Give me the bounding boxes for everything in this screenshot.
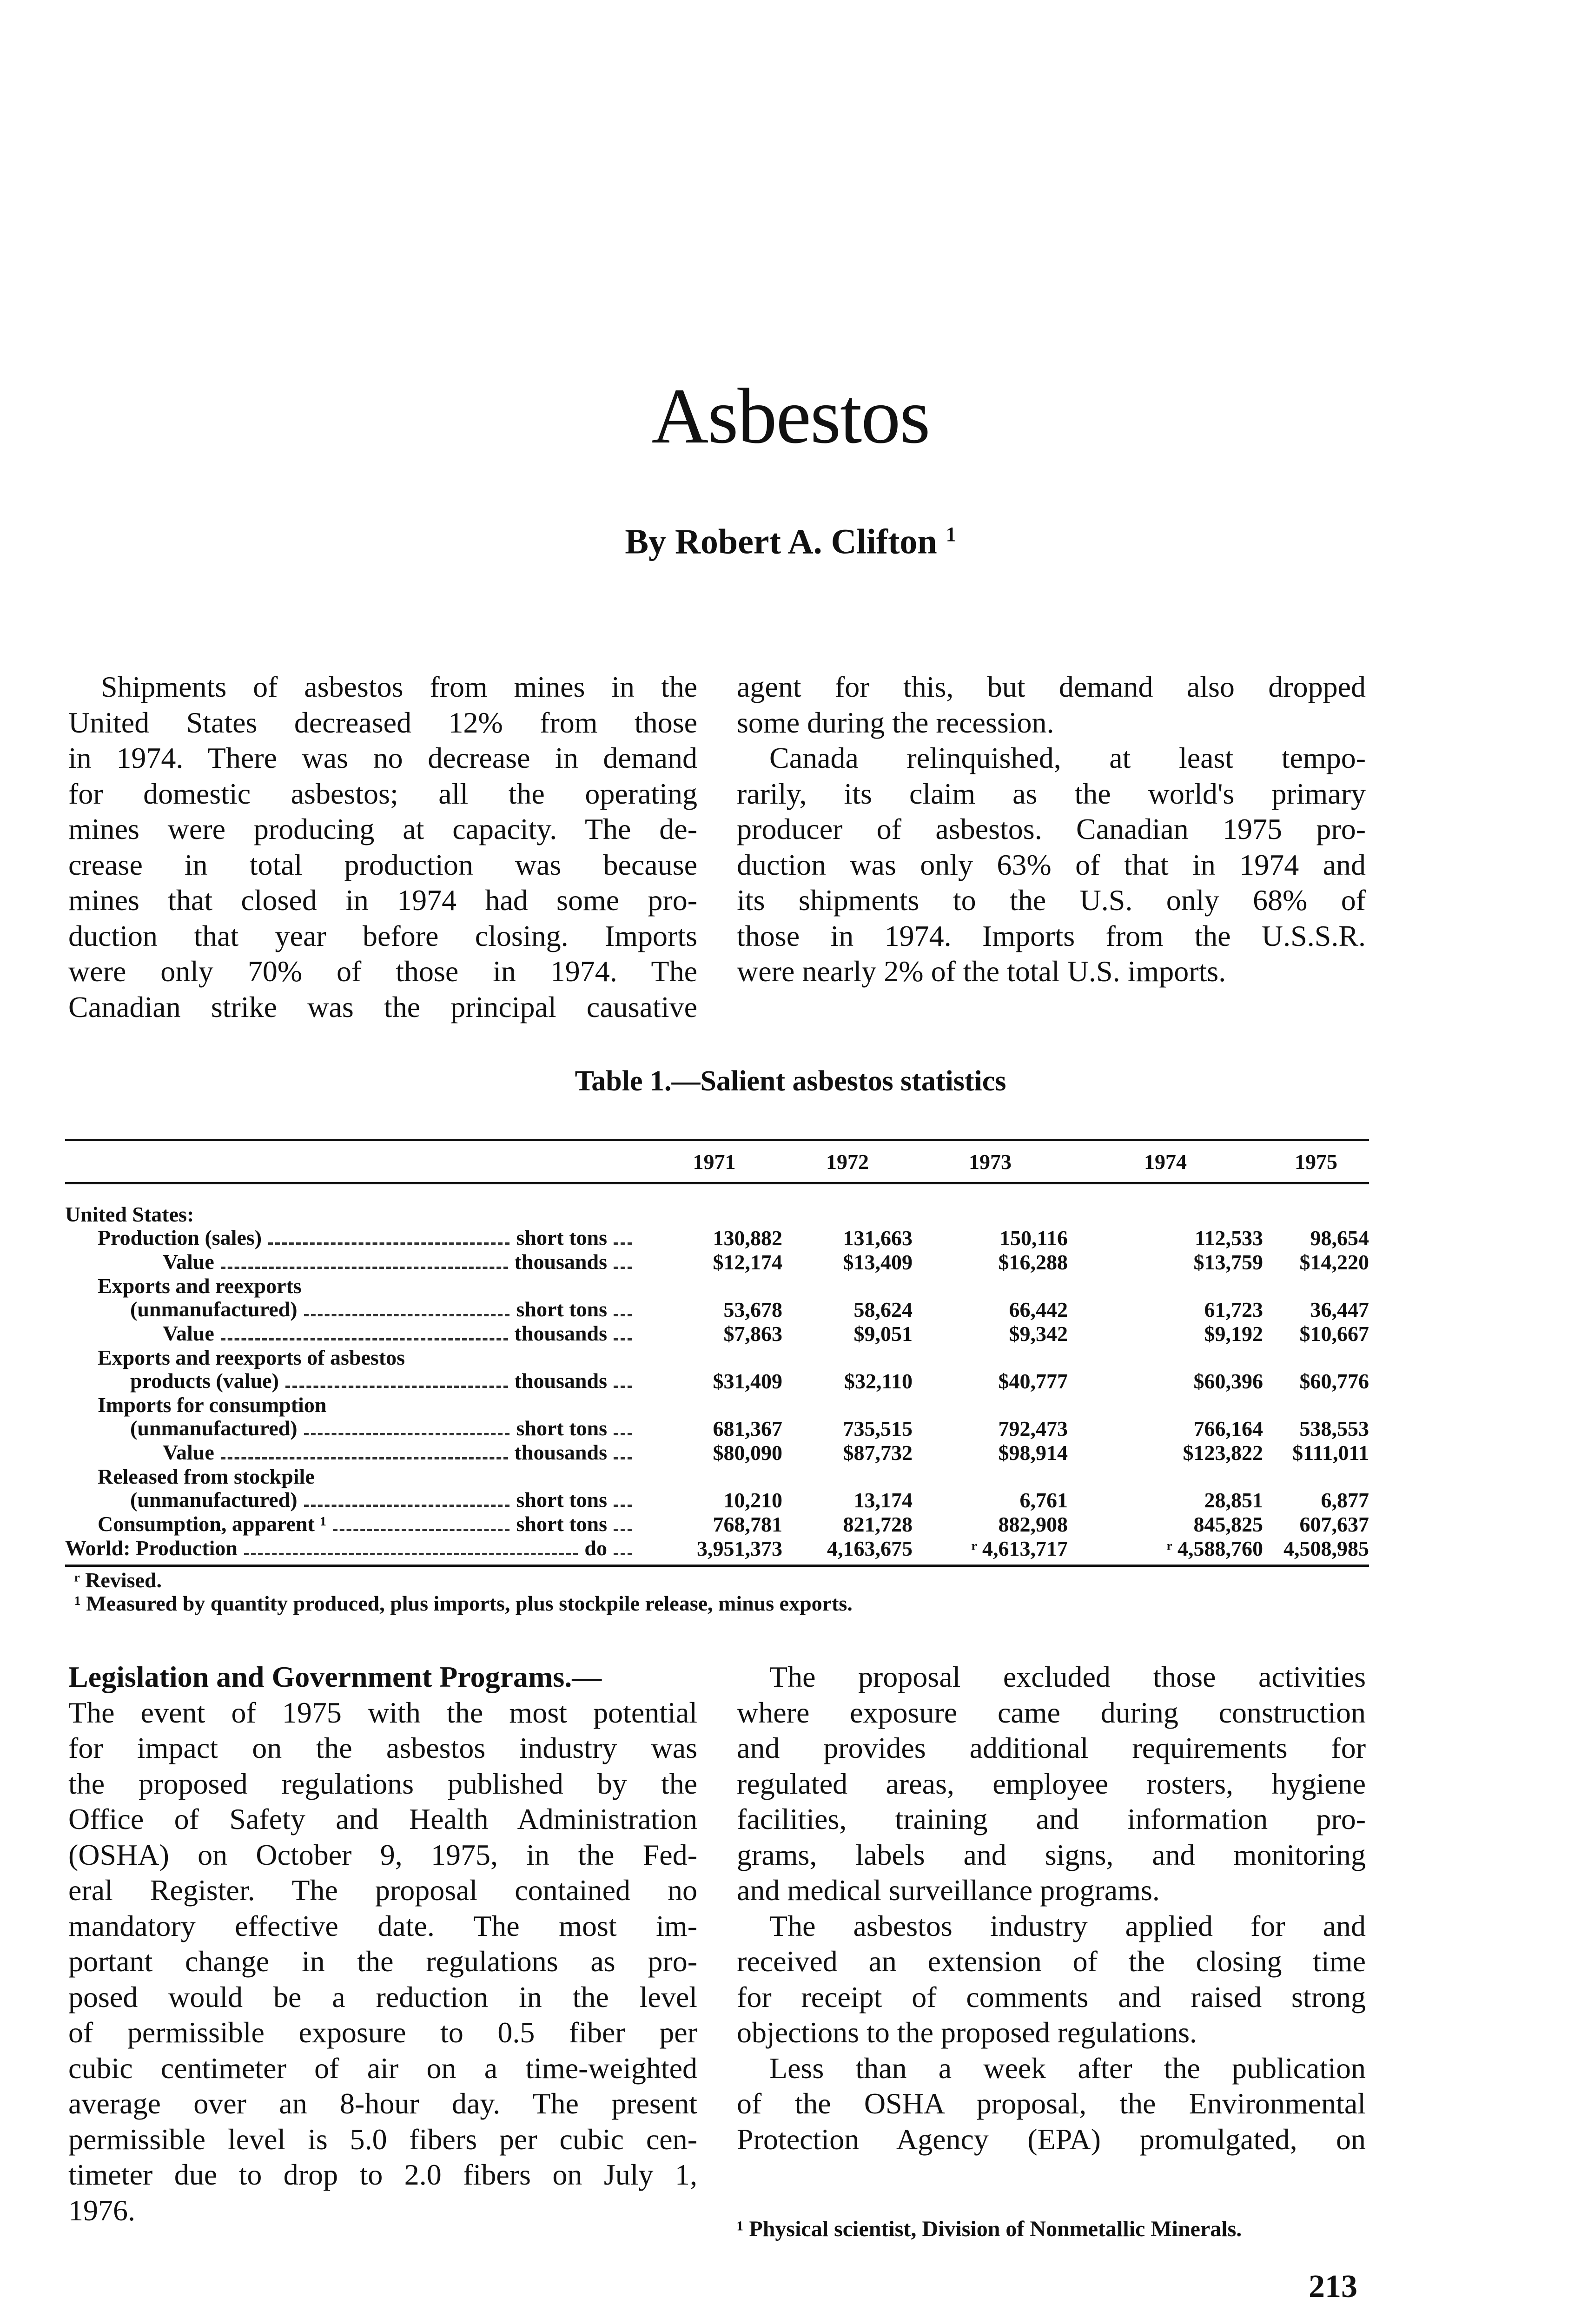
text-line: Less than a week after the publication xyxy=(769,2051,1366,2085)
table-cell: $60,776 xyxy=(1299,1369,1369,1393)
table-cell: $9,051 xyxy=(853,1322,913,1346)
text-line: crease in total production was because xyxy=(68,848,697,881)
text-line: duction was only 63% of that in 1974 and xyxy=(737,848,1366,881)
footnote-marker: 1 xyxy=(946,523,956,546)
text-line: duction that year before closing. Imports xyxy=(68,919,697,952)
table-cell: 792,473 xyxy=(998,1417,1068,1440)
text-line: the proposed regulations published by the xyxy=(68,1767,697,1800)
table-cell xyxy=(1068,1274,1263,1298)
text-line: posed would be a reduction in the level xyxy=(68,1980,697,2014)
text-line: Canadian strike was the principal causative xyxy=(68,990,697,1023)
row-label: Exports and reexports of asbestos xyxy=(98,1346,405,1369)
table-cell xyxy=(1263,1274,1369,1298)
text-line: cubic centimeter of air on a time-weighted xyxy=(68,2051,697,2085)
text-line: regulated areas, employee rosters, hygiene xyxy=(737,1767,1366,1800)
table-cell: 3,951,373 xyxy=(646,1537,782,1566)
table-cell: 882,908 xyxy=(998,1512,1068,1536)
table-title: Table 1.—Salient asbestos statistics xyxy=(575,1065,1006,1097)
table-cell: $13,759 xyxy=(1193,1250,1263,1274)
leader-dots xyxy=(333,1529,509,1531)
table-cell: $40,777 xyxy=(998,1369,1068,1393)
text-line: its shipments to the U.S. only 68% of xyxy=(737,884,1366,917)
table-cell: $32,110 xyxy=(844,1369,913,1393)
table-cell: $87,732 xyxy=(843,1441,913,1465)
text-line: The asbestos industry applied for and xyxy=(769,1909,1366,1942)
text-line: producer of asbestos. Canadian 1975 pro- xyxy=(737,812,1366,845)
table-cell: 112,533 xyxy=(1195,1226,1263,1250)
table-cell xyxy=(1263,1465,1369,1488)
row-unit: short tons xyxy=(516,1416,607,1440)
table-cell: 845,825 xyxy=(1193,1512,1263,1536)
leader-dots xyxy=(614,1457,632,1459)
table-footnote-revised: ʳ Revised. xyxy=(74,1568,162,1592)
table-row xyxy=(65,1441,1369,1465)
table-cell xyxy=(1068,1465,1263,1488)
table-cell xyxy=(646,1346,782,1369)
table-cell: $12,174 xyxy=(713,1250,782,1274)
text-line: facilities, training and information pro- xyxy=(737,1802,1366,1835)
text-line: The proposal excluded those activities xyxy=(769,1660,1366,1693)
table-cell: $60,396 xyxy=(1193,1369,1263,1393)
text-line: objections to the proposed regulations. xyxy=(737,2016,1197,2049)
leader-dots xyxy=(304,1505,510,1507)
table-cell: $13,409 xyxy=(843,1250,913,1274)
leader-dots xyxy=(614,1338,632,1340)
row-label: United States: xyxy=(65,1202,194,1226)
table-row xyxy=(65,1512,1369,1537)
text-line: were only 70% of those in 1974. The xyxy=(68,955,697,988)
table-row xyxy=(65,1417,1369,1441)
table-cell: $31,409 xyxy=(713,1369,782,1393)
table-row xyxy=(65,1322,1369,1346)
table-cell xyxy=(1263,1393,1369,1417)
table-cell: 61,723 xyxy=(1204,1298,1263,1321)
text-line: and provides additional requirements for xyxy=(737,1731,1366,1764)
table-cell: $80,090 xyxy=(713,1441,782,1465)
text-line: mines that closed in 1974 had some pro- xyxy=(68,884,697,917)
table-cell xyxy=(913,1183,1068,1227)
table-row xyxy=(65,1393,1369,1417)
body-right-column xyxy=(737,1659,1366,2157)
row-label: Consumption, apparent ¹ xyxy=(98,1512,327,1536)
table-cell xyxy=(646,1183,782,1227)
table-row xyxy=(65,1369,1369,1393)
text-line: some during the recession. xyxy=(737,706,1054,739)
text-line: for receipt of comments and raised strong xyxy=(737,1980,1366,2014)
table-cell: 681,367 xyxy=(713,1417,782,1440)
leader-dots xyxy=(221,1338,508,1340)
table-cell: 538,553 xyxy=(1299,1417,1369,1440)
year-header: 1975 xyxy=(1263,1140,1369,1183)
table-cell xyxy=(913,1346,1068,1369)
leader-dots xyxy=(614,1505,632,1507)
text-line: and medical surveillance programs. xyxy=(737,1874,1160,1907)
text-line: of permissible exposure to 0.5 fiber per xyxy=(68,2016,697,2049)
text-line: timeter due to drop to 2.0 fibers on July 1, xyxy=(68,2158,697,2191)
table-cell: 4,163,675 xyxy=(782,1537,913,1566)
text-line: Shipments of asbestos from mines in the xyxy=(101,670,697,703)
table-row xyxy=(65,1488,1369,1512)
table-row xyxy=(65,1226,1369,1250)
table-cell: 130,882 xyxy=(713,1226,782,1250)
leader-dots xyxy=(221,1457,508,1459)
text-line: The event of 1975 with the most potential xyxy=(68,1696,697,1729)
text-line: portant change in the regulations as pro- xyxy=(68,1945,697,1978)
salient-statistics-table xyxy=(65,1139,1369,1567)
table-cell xyxy=(646,1465,782,1488)
table-cell: 13,174 xyxy=(853,1488,913,1512)
text-line: average over an 8-hour day. The present xyxy=(68,2087,697,2120)
table-cell xyxy=(782,1346,913,1369)
row-label: (unmanufactured) xyxy=(130,1488,298,1512)
text-line: for domestic asbestos; all the operating xyxy=(68,777,697,810)
text-line: mandatory effective date. The most im- xyxy=(68,1909,697,1942)
row-unit: short tons xyxy=(516,1512,607,1536)
table-cell: $9,192 xyxy=(1204,1322,1263,1346)
table-cell: 98,654 xyxy=(1310,1226,1369,1250)
table-cell: 36,447 xyxy=(1310,1298,1369,1321)
leader-dots xyxy=(614,1267,632,1269)
row-unit: thousands xyxy=(514,1440,607,1464)
row-label: (unmanufactured) xyxy=(130,1416,298,1440)
year-header: 1971 xyxy=(646,1140,782,1183)
table-cell: 6,877 xyxy=(1321,1488,1369,1512)
row-label: World: Production xyxy=(65,1536,238,1560)
row-label: Released from stockpile xyxy=(98,1465,315,1488)
table-cell xyxy=(1068,1183,1263,1227)
text-line: Office of Safety and Health Administration xyxy=(68,1802,697,1835)
leader-dots xyxy=(285,1386,508,1388)
text-line: (OSHA) on October 9, 1975, in the Fed- xyxy=(68,1838,697,1871)
year-header: 1973 xyxy=(913,1140,1068,1183)
leader-dots xyxy=(614,1386,632,1388)
table-cell xyxy=(913,1274,1068,1298)
text-line: where exposure came during construction xyxy=(737,1696,1366,1729)
intro-right-column xyxy=(737,669,1366,990)
table-cell: 66,442 xyxy=(1009,1298,1068,1321)
text-line: received an extension of the closing time xyxy=(737,1945,1366,1978)
table-cell: 6,761 xyxy=(1019,1488,1068,1512)
row-unit: short tons xyxy=(516,1297,607,1321)
leader-dots xyxy=(614,1433,632,1435)
row-label: Imports for consumption xyxy=(98,1393,327,1417)
text-line: mines were producing at capacity. The de- xyxy=(68,812,697,845)
table-cell xyxy=(913,1465,1068,1488)
section-heading: Legislation and Government Programs.— xyxy=(68,1660,602,1693)
row-unit: thousands xyxy=(514,1321,607,1345)
text-line: permissible level is 5.0 fibers per cubic cen- xyxy=(68,2122,697,2156)
table-cell xyxy=(913,1393,1068,1417)
intro-left-column xyxy=(68,669,697,1025)
text-line: in 1974. There was no decrease in demand xyxy=(68,741,697,774)
table-cell: 28,851 xyxy=(1204,1488,1263,1512)
leader-dots xyxy=(244,1553,578,1555)
row-label: Value xyxy=(163,1321,214,1345)
text-line: grams, labels and signs, and monitoring xyxy=(737,1838,1366,1871)
table-cell: $98,914 xyxy=(998,1441,1068,1465)
table-cell xyxy=(1263,1183,1369,1227)
table-cell: 4,508,985 xyxy=(1263,1537,1369,1566)
body-left-column xyxy=(68,1659,697,2228)
text-line: eral Register. The proposal contained no xyxy=(68,1874,697,1907)
year-header: 1972 xyxy=(782,1140,913,1183)
table-footnote-1: ¹ Measured by quantity produced, plus imports, plus stockpile release, minus exports. xyxy=(74,1591,853,1615)
table-row xyxy=(65,1537,1369,1566)
author: By Robert A. Clifton xyxy=(625,522,937,561)
leader-dots xyxy=(614,1529,632,1531)
table-row xyxy=(65,1250,1369,1274)
table-cell: 821,728 xyxy=(843,1512,913,1536)
leader-dots xyxy=(304,1314,510,1316)
table-row xyxy=(65,1346,1369,1369)
table-row xyxy=(65,1274,1369,1298)
table-cell xyxy=(782,1393,913,1417)
row-label: products (value) xyxy=(130,1369,279,1393)
table-cell xyxy=(1068,1346,1263,1369)
text-line: rarily, its claim as the world's primary xyxy=(737,777,1366,810)
text-line: 1976. xyxy=(68,2193,135,2227)
table-cell xyxy=(1263,1346,1369,1369)
row-label: Exports and reexports xyxy=(98,1274,302,1298)
table-cell: 607,637 xyxy=(1299,1512,1369,1536)
table-cell xyxy=(646,1393,782,1417)
row-unit: short tons xyxy=(516,1226,607,1249)
table-cell: 766,164 xyxy=(1193,1417,1263,1440)
row-label: (unmanufactured) xyxy=(130,1297,298,1321)
row-label: Value xyxy=(163,1440,214,1464)
text-line: were nearly 2% of the total U.S. imports. xyxy=(737,955,1226,988)
table-cell: 131,663 xyxy=(843,1226,913,1250)
row-unit: thousands xyxy=(514,1369,607,1393)
table-cell: $7,863 xyxy=(723,1322,782,1346)
table-cell: $9,342 xyxy=(1009,1322,1068,1346)
text-line: those in 1974. Imports from the U.S.S.R. xyxy=(737,919,1366,952)
table-row xyxy=(65,1298,1369,1322)
table-row xyxy=(65,1465,1369,1488)
leader-dots xyxy=(614,1553,632,1555)
table-cell: ʳ 4,588,760 xyxy=(1068,1537,1263,1566)
author-footnote: ¹ Physical scientist, Division of Nonmetallic Minerals. xyxy=(737,2217,1242,2241)
leader-dots xyxy=(304,1433,510,1435)
row-label: Value xyxy=(163,1250,214,1274)
table-cell: 768,781 xyxy=(713,1512,782,1536)
table-header-row xyxy=(65,1140,1369,1183)
table-cell: 735,515 xyxy=(843,1417,913,1440)
leader-dots xyxy=(614,1314,632,1316)
text-line: for impact on the asbestos industry was xyxy=(68,1731,697,1764)
table-cell: $14,220 xyxy=(1299,1250,1369,1274)
text-line: agent for this, but demand also dropped xyxy=(737,670,1366,703)
text-line: Protection Agency (EPA) promulgated, on xyxy=(737,2122,1366,2156)
leader-dots xyxy=(268,1242,509,1245)
table-row xyxy=(65,1183,1369,1227)
table-cell: 58,624 xyxy=(853,1298,913,1321)
table-cell: 150,116 xyxy=(999,1226,1068,1250)
table-cell xyxy=(1068,1393,1263,1417)
table-cell xyxy=(782,1465,913,1488)
row-unit: short tons xyxy=(516,1488,607,1512)
text-line: Canada relinquished, at least tempo- xyxy=(769,741,1366,774)
row-unit: do xyxy=(584,1536,607,1560)
table-cell xyxy=(646,1274,782,1298)
table-cell: ʳ 4,613,717 xyxy=(913,1537,1068,1566)
row-label: Production (sales) xyxy=(98,1226,262,1249)
page-number: 213 xyxy=(1309,2269,1357,2304)
table-cell: $10,667 xyxy=(1299,1322,1369,1346)
text-line: United States decreased 12% from those xyxy=(68,706,697,739)
table-cell xyxy=(782,1274,913,1298)
table-cell: $16,288 xyxy=(998,1250,1068,1274)
leader-dots xyxy=(614,1242,632,1245)
byline xyxy=(0,514,1581,562)
header-blank xyxy=(65,1140,646,1183)
year-header: 1974 xyxy=(1068,1140,1263,1183)
text-line: of the OSHA proposal, the Environmental xyxy=(737,2087,1366,2120)
table-cell xyxy=(782,1183,913,1227)
table-cell: 53,678 xyxy=(723,1298,782,1321)
row-unit: thousands xyxy=(514,1250,607,1274)
table-cell: 10,210 xyxy=(723,1488,782,1512)
article-title: Asbestos xyxy=(651,372,930,460)
leader-dots xyxy=(221,1267,508,1269)
table-cell: $111,011 xyxy=(1292,1441,1369,1465)
table-cell: $123,822 xyxy=(1183,1441,1263,1465)
